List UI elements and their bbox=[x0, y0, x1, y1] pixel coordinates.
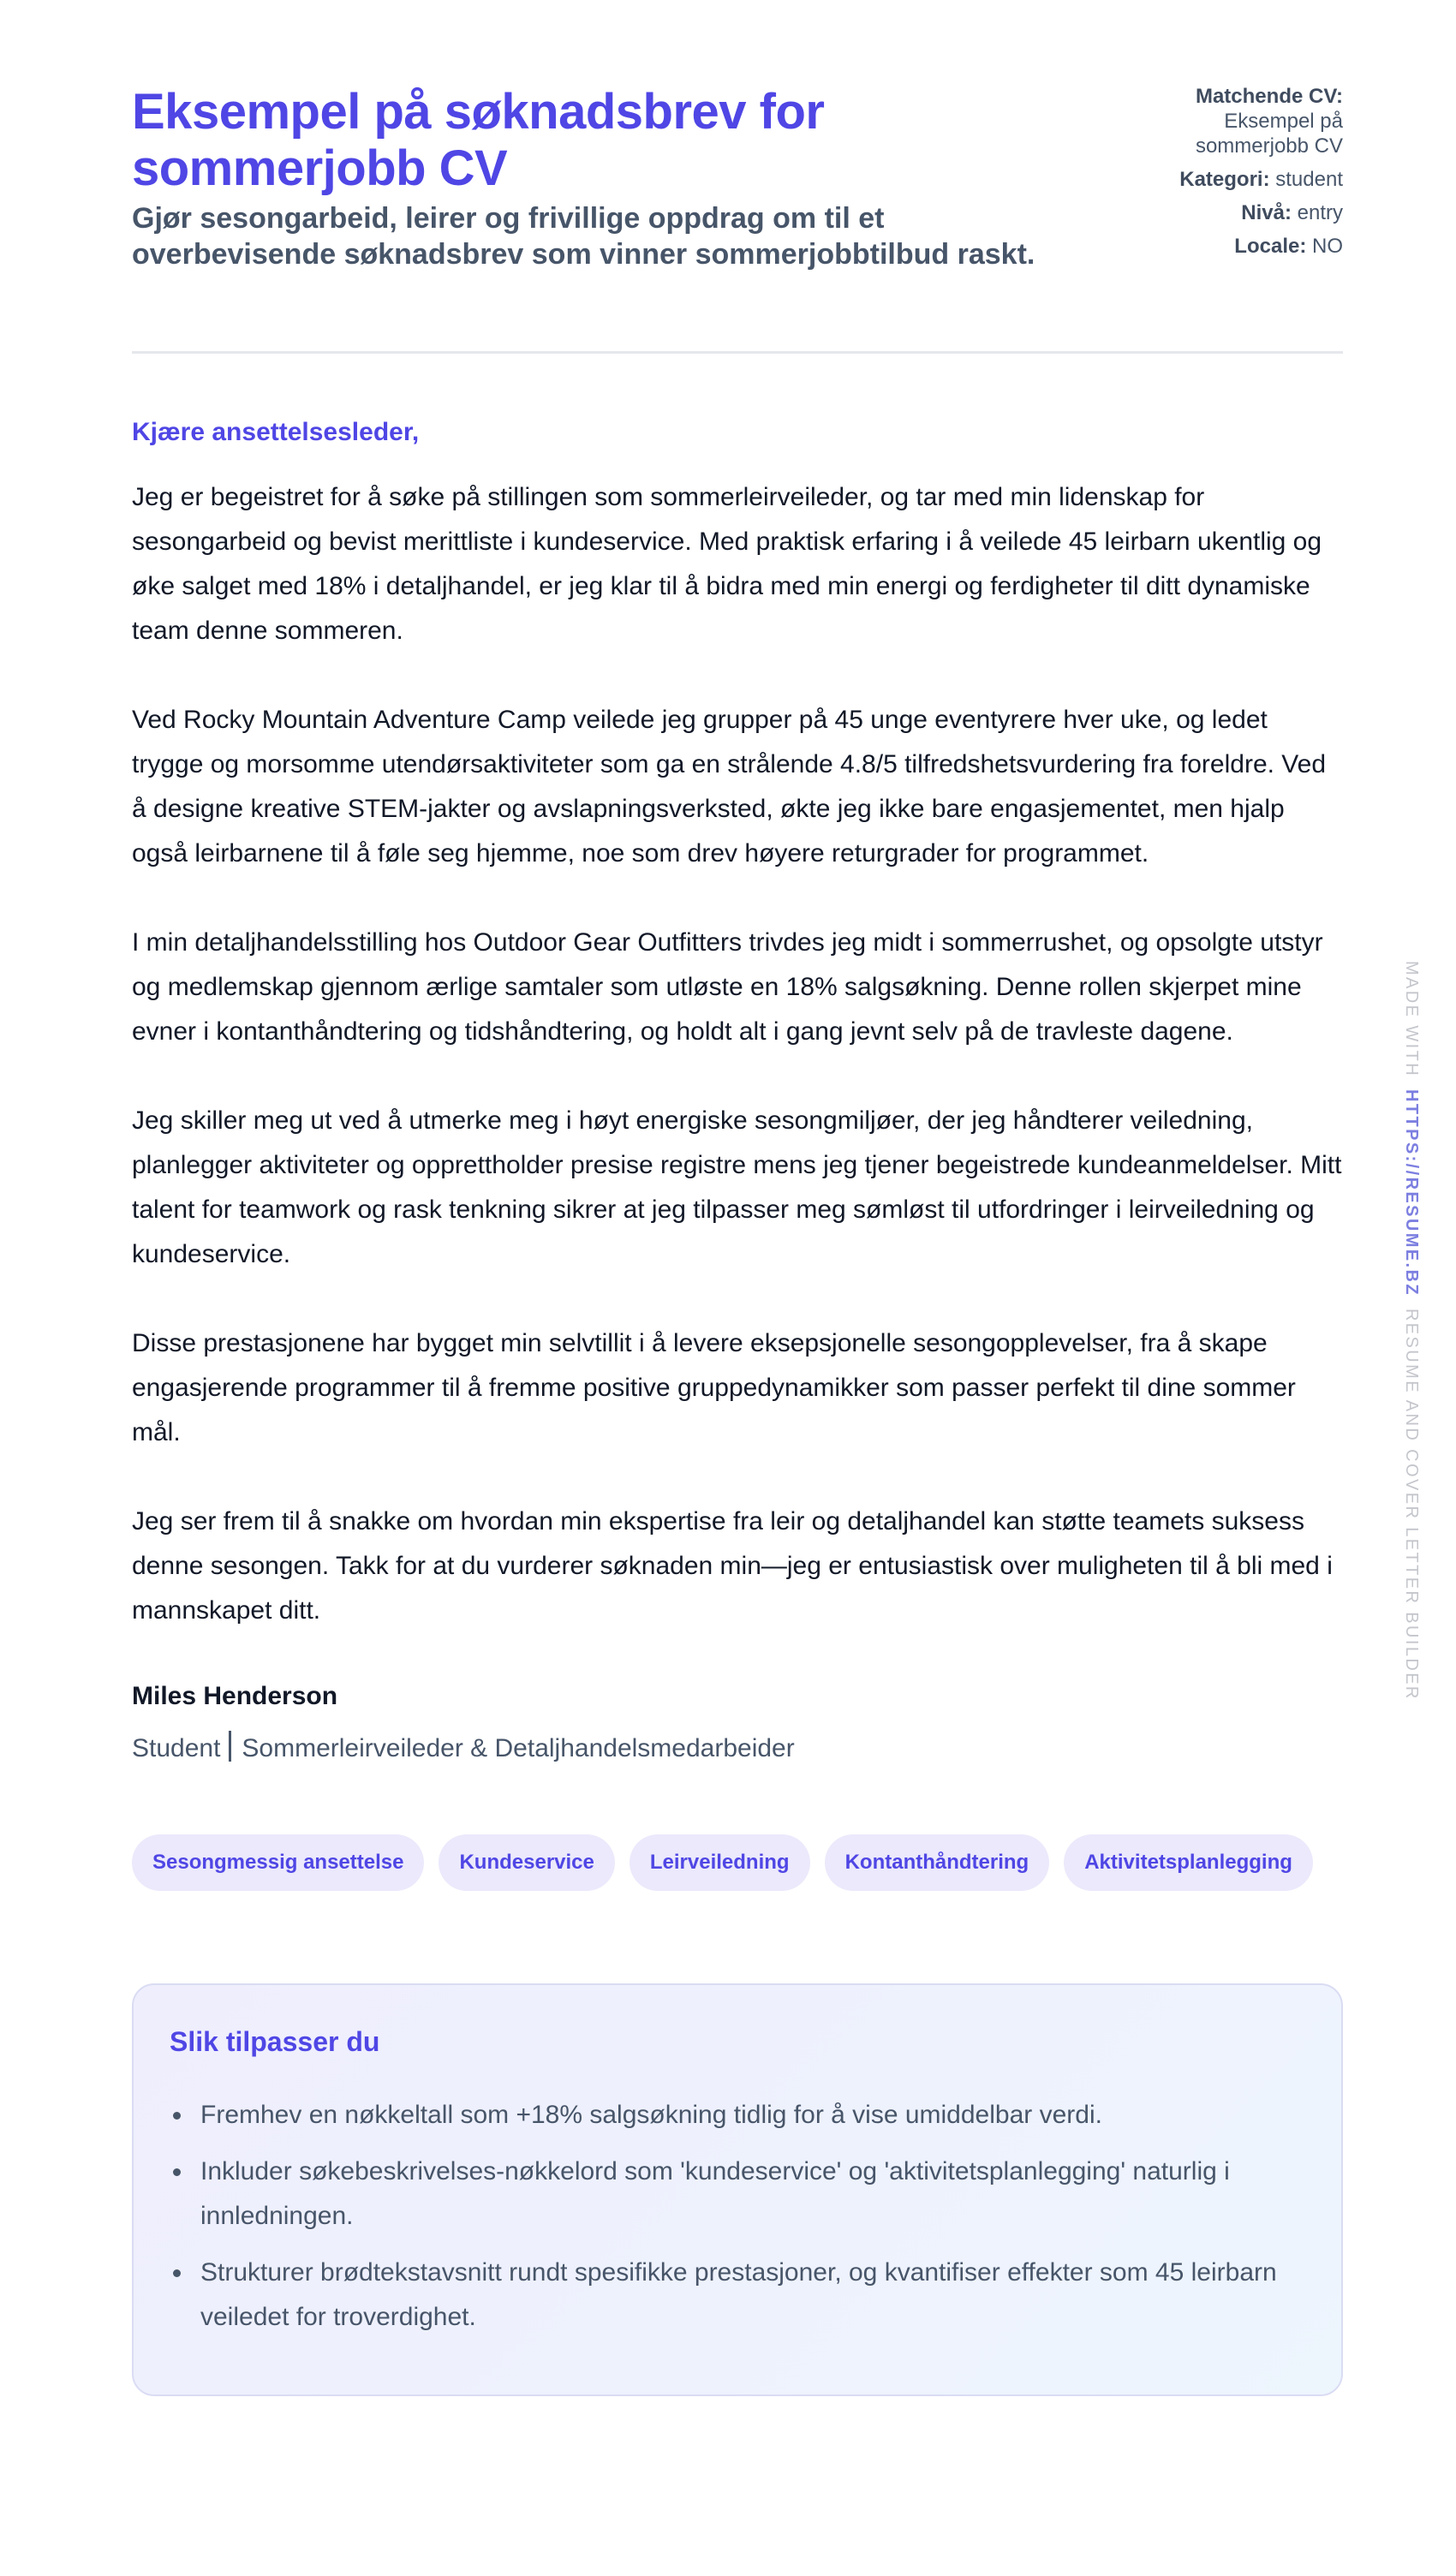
meta-locale-label: Locale: bbox=[1234, 235, 1307, 258]
meta-matching-cv-value[interactable]: Eksempel på sommerjobb CV bbox=[1195, 110, 1343, 158]
watermark-suffix: RESUME AND COVER LETTER BUILDER bbox=[1402, 1308, 1421, 1701]
tips-item: Inkluder søkebeskrivelses-nøkkelord som 'kundeservice' og 'aktivitetsplanlegging' naturlig i innledningen. bbox=[170, 2150, 1305, 2239]
tag-chip[interactable]: Kundeservice bbox=[439, 1834, 614, 1891]
watermark-link[interactable]: HTTPS://RESUME.BZ bbox=[1402, 1089, 1421, 1297]
watermark-prefix: MADE WITH bbox=[1402, 961, 1421, 1078]
letter-paragraph: Jeg er begeistret for å søke på stillingen som sommerleirveileder, og tar med min lidenskap for sesongarbeid og bevist merittliste i kundeservice. Med praktisk erfaring i å veilede 45 leirbarn ukentlig og øke salget med 18% i detaljhandel, er jeg klar til å bidra med min energi og ferdigheter til ditt dynamiske team denne sommeren. bbox=[132, 483, 1322, 645]
cover-letter-page bbox=[132, 0, 1343, 2396]
letter-paragraph: Disse prestasjonene har bygget min selvtillit i å levere eksepsjonelle sesongopplevelser, fra å skape engasjerende programmer til å fremme positive gruppedynamikker som passer perfekt til dine sommer mål. bbox=[132, 1329, 1296, 1446]
tips-title: Slik tilpasser du bbox=[170, 2026, 380, 2057]
letter-paragraph: Jeg ser frem til å snakke om hvordan min ekspertise fra leir og detaljhandel kan støtte teamets suksess denne sesongen. Takk for at du vurderer søknaden min—jeg er entusiastisk over muligheten til å bli med i mannskapet ditt. bbox=[132, 1507, 1333, 1625]
letter-paragraph: I min detaljhandelsstilling hos Outdoor Gear Outfitters trivdes jeg midt i sommerrushet, og opsolgte utstyr og medlemskap gjennom ærlige samtaler som utløste en 18% salgsøkning. Denne rollen skjerpet mine evner i kontanthåndtering og tidshåndtering, og holdt alt i gang jevnt selv på de travleste dagene. bbox=[132, 928, 1323, 1046]
meta-level-value: entry bbox=[1297, 201, 1343, 224]
meta-matching-cv-label: Matchende CV: bbox=[1195, 85, 1343, 108]
vertical-watermark bbox=[1398, 961, 1425, 1701]
meta-level bbox=[1120, 200, 1343, 225]
signature-role-prefix: Student bbox=[132, 1734, 221, 1762]
page-header bbox=[132, 0, 1343, 354]
tag-chip[interactable]: Aktivitetsplanlegging bbox=[1064, 1834, 1313, 1891]
tips-item: Strukturer brødtekstavsnitt rundt spesifikke prestasjoner, og kvantifiser effekter som 45 leirbarn veiledet for troverdighet. bbox=[170, 2251, 1305, 2340]
meta-locale-value: NO bbox=[1312, 235, 1343, 258]
meta-panel bbox=[1120, 84, 1343, 267]
meta-locale bbox=[1120, 234, 1343, 259]
tips-box bbox=[132, 1983, 1343, 2396]
meta-category-label: Kategori: bbox=[1179, 168, 1270, 191]
letter-signature bbox=[132, 1679, 1343, 1766]
meta-category-value: student bbox=[1275, 168, 1343, 191]
tag-chip[interactable]: Leirveiledning bbox=[630, 1834, 810, 1891]
watermark-text bbox=[1398, 961, 1425, 1701]
tag-chip[interactable]: Sesongmessig ansettelse bbox=[132, 1834, 424, 1891]
role-separator bbox=[229, 1731, 231, 1762]
tips-item: Fremhev en nøkkeltall som +18% salgsøkning tidlig for å vise umiddelbar verdi. bbox=[170, 2093, 1305, 2138]
letter-paragraph: Ved Rocky Mountain Adventure Camp veilede jeg grupper på 45 unge eventyrere hver uke, og ledet trygge og morsomme utendørsaktiviteter som ga en strålende 4.8/5 tilfredshetsvurdering fra foreldre. Ved å designe kreative STEM-jakter og avslapningsverksted, økte jeg ikke bare engasjementet, men hjalp også leirbarnene til å føle seg hjemme, noe som drev høyere returgrader for programmet. bbox=[132, 706, 1327, 868]
meta-level-label: Nivå: bbox=[1241, 201, 1292, 224]
signature-role: Sommerleirveileder & Detaljhandelsmedarbeider bbox=[242, 1734, 795, 1762]
tips-list bbox=[170, 2093, 1305, 2340]
signature-role-line bbox=[132, 1731, 1343, 1766]
letter-body bbox=[132, 475, 1343, 1633]
tag-list bbox=[132, 1834, 1343, 1891]
meta-category bbox=[1120, 167, 1343, 192]
letter-paragraph: Jeg skiller meg ut ved å utmerke meg i høyt energiske sesongmiljøer, der jeg håndterer veiledning, planlegger aktiviteter og opprettholder presise registre mens jeg tjener begeistrede kundeanmeldelser. Mitt talent for teamwork og rask tenkning sikrer at jeg tilpasser meg sømløst til utfordringer i leirveiledning og kundeservice. bbox=[132, 1106, 1342, 1268]
letter-salutation: Kjære ansettelsesleder, bbox=[132, 418, 420, 446]
page-subtitle: Gjør sesongarbeid, leirer og frivillige oppdrag om til et overbevisende søknadsbrev som vinner sommerjobbtilbud raskt. bbox=[132, 202, 1035, 271]
signature-name: Miles Henderson bbox=[132, 1682, 338, 1710]
page-title: Eksempel på søknadsbrev for sommerjobb CV bbox=[132, 84, 825, 196]
meta-matching-cv bbox=[1120, 84, 1343, 158]
tag-chip[interactable]: Kontanthåndtering bbox=[825, 1834, 1050, 1891]
